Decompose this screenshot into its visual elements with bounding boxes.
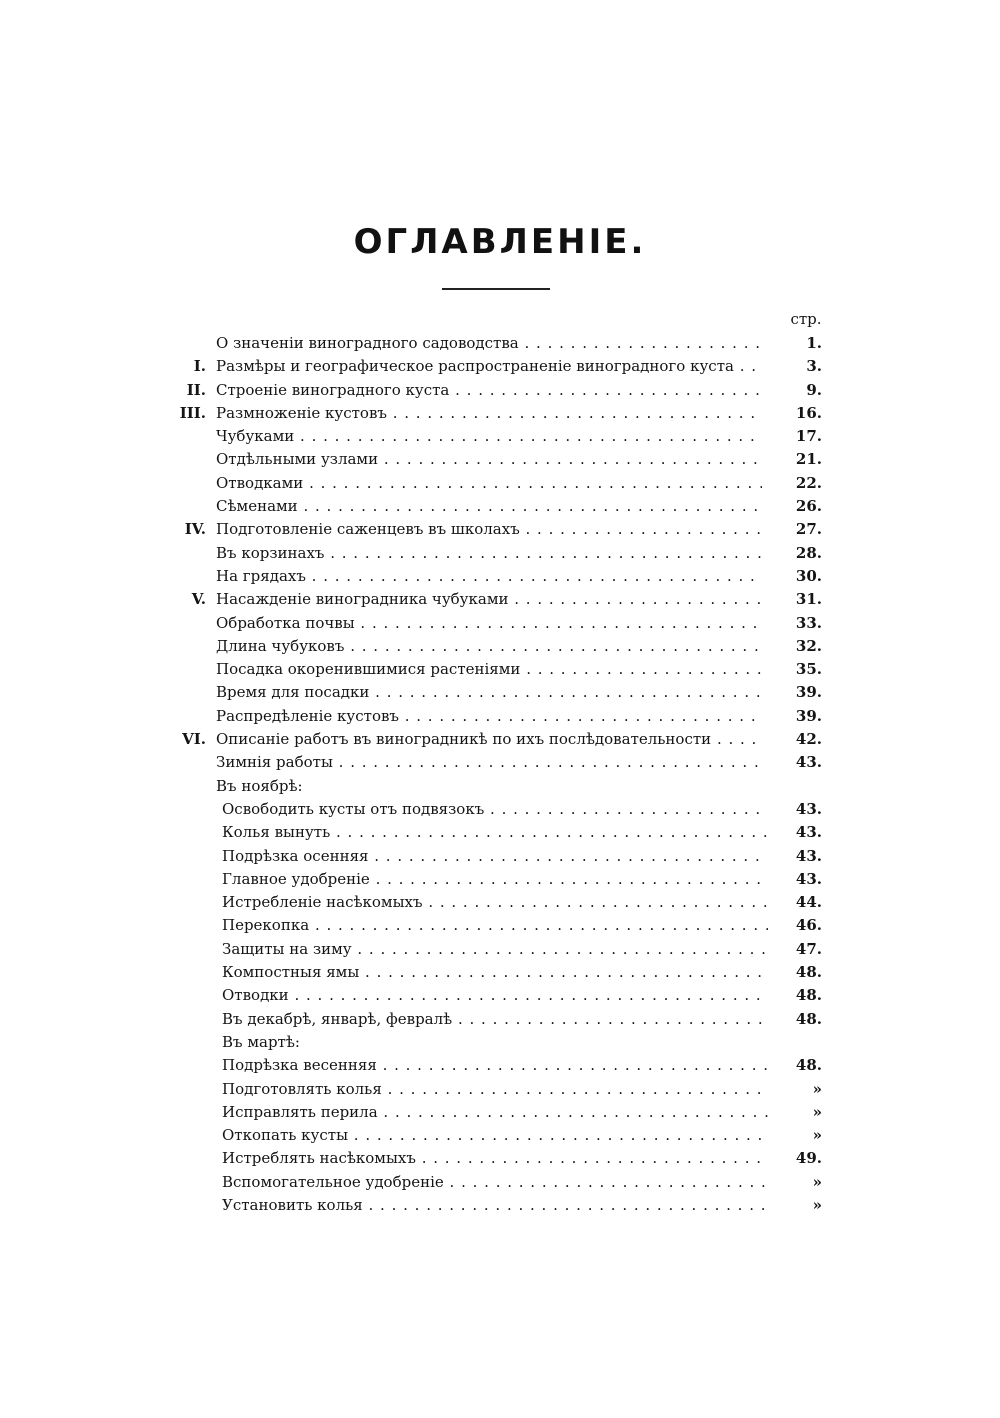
toc-entry-label: Подготовлять колья . . xyxy=(222,1078,768,1101)
toc-entry-label: Защиты на зиму . . xyxy=(222,938,768,961)
toc-entry-label: Подрѣзка осенняя . . xyxy=(222,845,768,868)
toc-entry-label: Обработка почвы . . xyxy=(216,612,762,635)
toc-entry[interactable] xyxy=(0,565,1000,588)
toc-entry-label: На грядахъ . . xyxy=(216,565,762,588)
toc-page-number: 3. xyxy=(806,357,822,376)
toc-page-number: 43. xyxy=(795,846,822,865)
toc-entry-label: Размноженіе кустовъ . . xyxy=(216,402,762,425)
toc-entry[interactable] xyxy=(0,425,1000,448)
toc-entry-label: Исправлять перила . . xyxy=(222,1101,768,1124)
toc-page-number: 22. xyxy=(795,473,822,492)
toc-entry[interactable] xyxy=(0,961,1000,984)
toc-page-number: 16. xyxy=(795,403,822,422)
toc-entry[interactable] xyxy=(0,1078,1000,1101)
toc-entry-label: Истребленіе насѣкомыхъ . . xyxy=(222,891,768,914)
toc-entry-label: Откопать кусты . . xyxy=(222,1124,768,1147)
toc-page-number: 35. xyxy=(795,660,822,679)
toc-entry[interactable] xyxy=(0,1147,1000,1170)
toc-page-number: » xyxy=(812,1126,822,1145)
toc-entry[interactable] xyxy=(0,518,1000,541)
toc-page-number: 32. xyxy=(795,636,822,655)
toc-entry-label: Установить колья . . xyxy=(222,1194,768,1217)
toc-chapter-number: V. xyxy=(191,590,206,609)
toc-entry[interactable] xyxy=(0,705,1000,728)
table-of-contents xyxy=(0,332,1000,1217)
toc-entry-label: Главное удобреніе . . xyxy=(222,868,768,891)
toc-entry[interactable] xyxy=(0,658,1000,681)
toc-entry-label: Подготовленіе саженцевъ въ школахъ . . xyxy=(216,518,762,541)
toc-entry[interactable] xyxy=(0,868,1000,891)
toc-entry[interactable] xyxy=(0,542,1000,565)
toc-page-number: 47. xyxy=(795,939,822,958)
toc-page-number: 33. xyxy=(795,613,822,632)
toc-entry-label: Посадка окоренившимися растеніями . . xyxy=(216,658,762,681)
toc-page-number: 43. xyxy=(795,799,822,818)
toc-page-number: 43. xyxy=(795,869,822,888)
toc-entry[interactable] xyxy=(0,798,1000,821)
toc-entry-label: Отдѣльными узлами . . xyxy=(216,448,762,471)
toc-entry[interactable] xyxy=(0,1008,1000,1031)
toc-entry-label: Чубуками . . xyxy=(216,425,762,448)
toc-page-number: 42. xyxy=(795,730,822,749)
toc-chapter-number: II. xyxy=(186,380,206,399)
toc-page-number: » xyxy=(812,1079,822,1098)
toc-entry-label: Въ мартѣ: xyxy=(222,1032,300,1051)
toc-page-number: 39. xyxy=(795,683,822,702)
toc-entry[interactable] xyxy=(0,588,1000,611)
toc-page-number: 30. xyxy=(795,566,822,585)
toc-entry-label: Описаніе работъ въ виноградникѣ по ихъ послѣдовательности . . xyxy=(216,728,762,751)
toc-entry-label: Вспомогательное удобреніе . . xyxy=(222,1171,768,1194)
toc-page-number: 26. xyxy=(795,497,822,516)
toc-entry-label: Строеніе виноградного куста . . xyxy=(216,379,762,402)
toc-entry-label: Въ декабрѣ, январѣ, февралѣ . . xyxy=(222,1008,768,1031)
toc-entry[interactable] xyxy=(0,1124,1000,1147)
toc-page-number: 43. xyxy=(795,753,822,772)
toc-entry-label: Перекопка . . xyxy=(222,914,768,937)
toc-chapter-number: III. xyxy=(179,403,206,422)
toc-entry[interactable] xyxy=(0,1194,1000,1217)
toc-page-number: 39. xyxy=(795,706,822,725)
toc-entry-label: Размѣры и географическое распространеніе виноградного куста . . xyxy=(216,355,762,378)
toc-entry[interactable] xyxy=(0,379,1000,402)
toc-entry-label: Освободить кусты отъ подвязокъ . . xyxy=(222,798,768,821)
toc-page-number: 48. xyxy=(795,1009,822,1028)
toc-entry[interactable] xyxy=(0,1031,1000,1054)
toc-page-number: 46. xyxy=(795,916,822,935)
toc-entry[interactable] xyxy=(0,448,1000,471)
toc-entry[interactable] xyxy=(0,984,1000,1007)
toc-entry[interactable] xyxy=(0,402,1000,425)
title-divider xyxy=(442,288,550,290)
toc-entry-label: Время для посадки . . xyxy=(216,681,762,704)
toc-chapter-number: IV. xyxy=(184,520,206,539)
toc-entry[interactable] xyxy=(0,845,1000,868)
toc-page-number: 43. xyxy=(795,823,822,842)
toc-entry[interactable] xyxy=(0,728,1000,751)
toc-entry-label: Въ ноябрѣ: xyxy=(216,776,303,795)
toc-page-number: 31. xyxy=(795,590,822,609)
toc-entry[interactable] xyxy=(0,495,1000,518)
toc-entry[interactable] xyxy=(0,821,1000,844)
toc-chapter-number: VI. xyxy=(182,730,206,749)
toc-entry-label: О значеніи виноградного садоводства . . xyxy=(216,332,762,355)
toc-entry[interactable] xyxy=(0,914,1000,937)
page-title: ОГЛАВЛЕНІЕ. xyxy=(353,222,647,262)
toc-entry[interactable] xyxy=(0,612,1000,635)
toc-page-number: 28. xyxy=(795,543,822,562)
page-column-header: стр. xyxy=(790,310,822,328)
toc-entry-label: Колья вынуть . . xyxy=(222,821,768,844)
toc-entry-label: Распредѣленіе кустовъ . . xyxy=(216,705,762,728)
toc-entry-label: Зимнія работы . . xyxy=(216,751,762,774)
toc-page-number: » xyxy=(812,1102,822,1121)
toc-entry[interactable] xyxy=(0,681,1000,704)
toc-entry-label: Длина чубуковъ . . xyxy=(216,635,762,658)
toc-entry[interactable] xyxy=(0,332,1000,355)
toc-page-number: 44. xyxy=(795,893,822,912)
toc-page-number: 17. xyxy=(795,427,822,446)
toc-entry[interactable] xyxy=(0,1054,1000,1077)
toc-entry-label: Компостныя ямы . . xyxy=(222,961,768,984)
toc-page-number: 48. xyxy=(795,963,822,982)
toc-entry-label: Истреблять насѣкомыхъ . . xyxy=(222,1147,768,1170)
toc-entry[interactable] xyxy=(0,938,1000,961)
toc-page-number: 27. xyxy=(795,520,822,539)
toc-entry-label: Насажденіе виноградника чубуками . . xyxy=(216,588,762,611)
toc-page-number: 21. xyxy=(795,450,822,469)
toc-page-number: 9. xyxy=(806,380,822,399)
toc-page-number: » xyxy=(812,1172,822,1191)
toc-page-number: 48. xyxy=(795,986,822,1005)
toc-entry[interactable] xyxy=(0,472,1000,495)
toc-entry[interactable] xyxy=(0,751,1000,774)
toc-page-number: 48. xyxy=(795,1056,822,1075)
toc-page-number: 1. xyxy=(806,334,822,352)
toc-entry-label: Въ корзинахъ . . xyxy=(216,542,762,565)
toc-entry-label: Подрѣзка весенняя . . xyxy=(222,1054,768,1077)
toc-entry[interactable] xyxy=(0,635,1000,658)
toc-entry-label: Сѣменами . . xyxy=(216,495,762,518)
toc-chapter-number: I. xyxy=(193,357,206,376)
toc-entry[interactable] xyxy=(0,1101,1000,1124)
toc-entry[interactable] xyxy=(0,891,1000,914)
toc-page-number: » xyxy=(812,1195,822,1214)
toc-entry-label: Отводки . . xyxy=(222,984,768,1007)
toc-entry[interactable] xyxy=(0,1171,1000,1194)
toc-page-number: 49. xyxy=(795,1149,822,1168)
toc-entry[interactable] xyxy=(0,355,1000,378)
toc-entry-label: Отводками . . xyxy=(216,472,762,495)
toc-entry[interactable] xyxy=(0,775,1000,798)
